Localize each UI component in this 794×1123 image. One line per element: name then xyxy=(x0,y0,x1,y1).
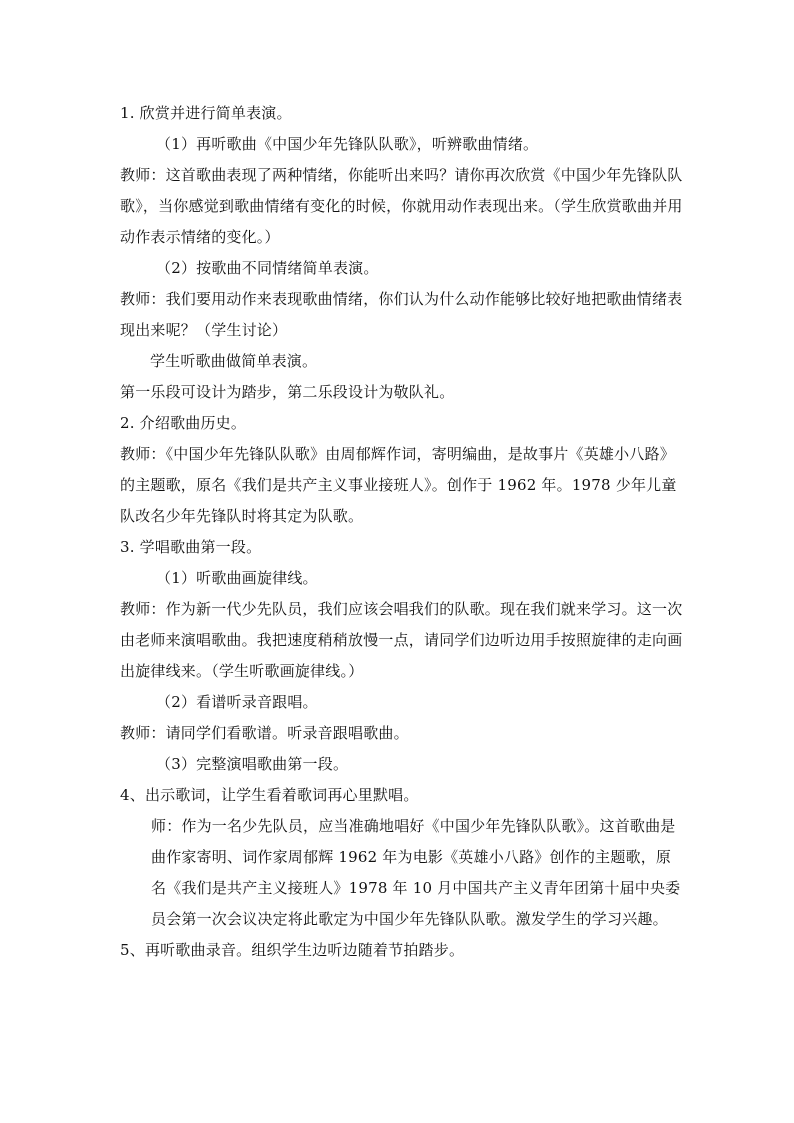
subsection-1-1: （1）再听歌曲《中国少年先锋队队歌》，听辨歌曲情绪。 xyxy=(156,135,539,153)
subsection-1-2: （2）按歌曲不同情绪简单表演。 xyxy=(156,259,379,277)
teacher-paragraph-3: 教师：作为新一代少先队员，我们应该会唱我们的队歌。现在我们就来学习。这一次由老师来演唱歌曲。我把速度稍稍放慢一点，请同学们边听边用手按照旋律的走向画出旋律线来。（学生听歌画旋律线。） xyxy=(120,600,683,680)
teacher-paragraph-4: 教师：请同学们看歌谱。听录音跟唱歌曲。 xyxy=(120,724,409,742)
subsection-3-1: （1）听歌曲画旋律线。 xyxy=(156,569,318,587)
song-history-paragraph: 教师：《中国少年先锋队队歌》由周郁辉作词，寄明编曲，是故事片《英雄小八路》的主题歌，原名《我们是共产主义事业接班人》。创作于 1962 年。1978 少年儿童队改名少年先锋队时将其定为队歌。 xyxy=(120,445,677,525)
teacher-paragraph-1: 教师：这首歌曲表现了两种情绪，你能听出来吗？请你再次欣赏《中国少年先锋队队歌》，当你感觉到歌曲情绪有变化的时候，你就用动作表现出来。（学生欣赏歌曲并用动作表示情绪的变化。） xyxy=(120,166,683,246)
teacher-paragraph-2: 教师：我们要用动作来表现歌曲情绪，你们认为什么动作能够比较好地把歌曲情绪表现出来呢？（学生讨论） xyxy=(120,290,683,339)
teacher-paragraph-5: 师：作为一名少先队员，应当准确地唱好《中国少年先锋队队歌》。这首歌曲是曲作家寄明、词作家周郁辉 1962 年为电影《英雄小八路》创作的主题歌，原名《我们是共产主义接班人》1978 年 10 月中国共产主义青年团第十届中央委员会第一次会议决定将此歌定为中国少年先锋队队歌。激发学生的学习兴趣。 xyxy=(151,817,681,928)
student-performance-line: 学生听歌曲做简单表演。 xyxy=(150,352,318,370)
section-heading-3: 3. 学唱歌曲第一段。 xyxy=(120,538,262,556)
document-body xyxy=(120,98,685,966)
section-heading-1: 1. 欣赏并进行简单表演。 xyxy=(120,104,292,122)
section-heading-5: 5、再听歌曲录音。组织学生边听边随着节拍踏步。 xyxy=(120,941,465,959)
section-heading-2: 2. 介绍歌曲历史。 xyxy=(120,414,247,432)
movement-design-line: 第一乐段可设计为踏步，第二乐段设计为敬队礼。 xyxy=(120,383,455,401)
subsection-3-3: （3）完整演唱歌曲第一段。 xyxy=(156,755,349,773)
subsection-3-2: （2）看谱听录音跟唱。 xyxy=(156,693,318,711)
section-heading-4: 4、出示歌词，让学生看着歌词再心里默唱。 xyxy=(120,786,419,804)
